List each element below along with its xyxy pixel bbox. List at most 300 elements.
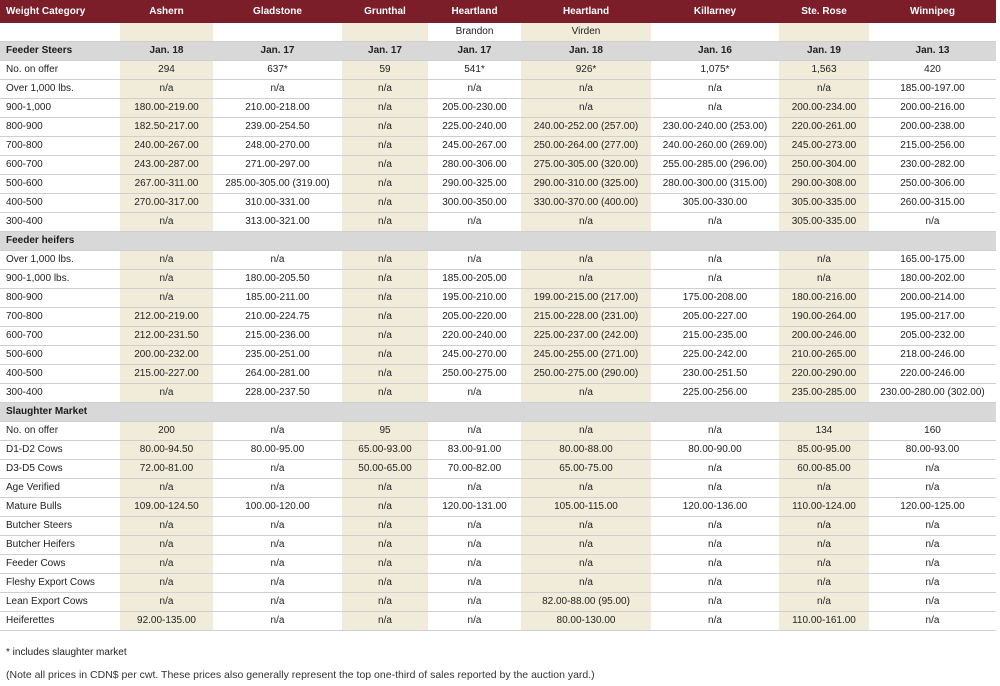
price-cell: 248.00-270.00 [213,137,342,156]
section-date [120,403,213,422]
table-row [0,555,996,574]
price-cell: n/a [342,251,428,270]
section-date [779,232,869,251]
price-cell: 290.00-308.00 [779,175,869,194]
price-cell: 205.00-230.00 [428,99,521,118]
row-label: 900-1,000 [0,99,120,118]
price-cell: 195.00-210.00 [428,289,521,308]
price-cell: 180.00-205.50 [213,270,342,289]
price-cell: n/a [779,517,869,536]
price-cell: 160 [869,422,996,441]
price-cell: 225.00-242.00 [651,346,779,365]
section-date [120,232,213,251]
price-cell: n/a [651,574,779,593]
price-cell: n/a [651,213,779,232]
price-cell: 200.00-232.00 [120,346,213,365]
sublocation-cell [651,23,779,42]
table-row [0,308,996,327]
price-cell: 215.00-256.00 [869,137,996,156]
footnote: * includes slaughter market [6,647,127,658]
price-cell: n/a [779,479,869,498]
table-row [0,422,996,441]
section-header-row [0,232,996,251]
section-date [521,232,651,251]
price-cell: n/a [869,213,996,232]
price-cell: 637* [213,61,342,80]
row-label: 500-600 [0,175,120,194]
price-cell: 280.00-300.00 (315.00) [651,175,779,194]
table-row [0,270,996,289]
price-cell: 230.00-282.00 [869,156,996,175]
price-cell: 200.00-246.00 [779,327,869,346]
sublocation-cell: Brandon [428,23,521,42]
price-cell: n/a [651,479,779,498]
price-cell: 260.00-315.00 [869,194,996,213]
price-cell: n/a [428,80,521,99]
price-cell: 60.00-85.00 [779,460,869,479]
price-cell: 80.00-95.00 [213,441,342,460]
price-cell: n/a [342,289,428,308]
price-cell: n/a [521,517,651,536]
price-cell: 210.00-224.75 [213,308,342,327]
row-label: 600-700 [0,156,120,175]
price-cell: n/a [342,479,428,498]
price-cell: n/a [869,536,996,555]
price-cell: n/a [651,517,779,536]
price-cell: 65.00-93.00 [342,441,428,460]
price-cell: n/a [342,156,428,175]
price-cell: n/a [869,593,996,612]
sublocation-cell [120,23,213,42]
price-cell: 182.50-217.00 [120,118,213,137]
price-cell: n/a [342,80,428,99]
sublocation-blank [0,23,120,42]
price-cell: 175.00-208.00 [651,289,779,308]
table-row [0,612,996,631]
header-weight-category: Weight Category [0,0,120,23]
section-header-row [0,42,996,61]
price-cell: n/a [521,384,651,403]
price-cell: 294 [120,61,213,80]
price-cell: 200 [120,422,213,441]
price-cell: n/a [120,555,213,574]
row-label: Over 1,000 lbs. [0,80,120,99]
row-label: 400-500 [0,365,120,384]
table-row [0,517,996,536]
price-cell: 92.00-135.00 [120,612,213,631]
header-col: Grunthal [342,0,428,23]
sublocation-cell [342,23,428,42]
header-col: Ste. Rose [779,0,869,23]
price-cell: 215.00-228.00 (231.00) [521,308,651,327]
price-cell: n/a [521,99,651,118]
section-title: Feeder heifers [0,232,120,251]
price-cell: n/a [120,289,213,308]
price-cell: 290.00-310.00 (325.00) [521,175,651,194]
table-body [0,42,996,631]
sublocation-row [0,23,996,42]
table-row [0,99,996,118]
price-cell: n/a [651,555,779,574]
price-cell: 220.00-246.00 [869,365,996,384]
price-cell: n/a [521,80,651,99]
price-cell: 80.00-130.00 [521,612,651,631]
price-cell: n/a [342,365,428,384]
price-cell: n/a [521,422,651,441]
price-cell: n/a [651,612,779,631]
header-col: Heartland [521,0,651,23]
price-cell: n/a [342,327,428,346]
price-cell: 120.00-125.00 [869,498,996,517]
row-label: 400-500 [0,194,120,213]
price-cell: n/a [428,555,521,574]
price-cell: 72.00-81.00 [120,460,213,479]
row-label: 700-800 [0,137,120,156]
row-label: 300-400 [0,384,120,403]
section-date [521,403,651,422]
price-cell: n/a [213,555,342,574]
price-cell: 105.00-115.00 [521,498,651,517]
table-row [0,175,996,194]
row-label: Butcher Heifers [0,536,120,555]
price-cell: 210.00-218.00 [213,99,342,118]
row-label: Heiferettes [0,612,120,631]
price-cell: n/a [869,555,996,574]
row-label: Fleshy Export Cows [0,574,120,593]
price-cell: n/a [342,346,428,365]
section-title: Slaughter Market [0,403,120,422]
price-cell: 200.00-214.00 [869,289,996,308]
row-label: 800-900 [0,289,120,308]
price-cell: 285.00-305.00 (319.00) [213,175,342,194]
price-cell: n/a [428,574,521,593]
price-cell: 205.00-220.00 [428,308,521,327]
price-cell: 1,563 [779,61,869,80]
price-cell: 80.00-94.50 [120,441,213,460]
price-cell: n/a [651,536,779,555]
price-cell: 185.00-205.00 [428,270,521,289]
price-cell: 80.00-88.00 [521,441,651,460]
table-row [0,593,996,612]
price-cell: n/a [342,612,428,631]
table-row [0,213,996,232]
header-col: Ashern [120,0,213,23]
price-cell: 83.00-91.00 [428,441,521,460]
price-cell: n/a [428,593,521,612]
price-cell: n/a [213,422,342,441]
table-row [0,536,996,555]
price-cell: 212.00-231.50 [120,327,213,346]
section-header-row [0,403,996,422]
section-date: Jan. 17 [213,42,342,61]
price-cell: 250.00-306.00 [869,175,996,194]
price-cell: n/a [779,593,869,612]
price-cell: 215.00-235.00 [651,327,779,346]
price-cell: n/a [120,536,213,555]
price-cell: 200.00-216.00 [869,99,996,118]
price-cell: n/a [342,175,428,194]
price-cell: 110.00-161.00 [779,612,869,631]
price-cell: n/a [342,118,428,137]
header-row [0,0,996,23]
price-cell: 205.00-232.00 [869,327,996,346]
price-cell: 80.00-90.00 [651,441,779,460]
header-col: Winnipeg [869,0,996,23]
row-label: D3-D5 Cows [0,460,120,479]
price-cell: 230.00-240.00 (253.00) [651,118,779,137]
table-row [0,574,996,593]
table-row [0,498,996,517]
price-cell: n/a [213,460,342,479]
price-cell: 230.00-280.00 (302.00) [869,384,996,403]
section-date: Jan. 17 [342,42,428,61]
price-cell: n/a [342,213,428,232]
price-cell: n/a [521,270,651,289]
section-date: Jan. 13 [869,42,996,61]
price-cell: n/a [428,213,521,232]
price-cell: n/a [213,612,342,631]
table-row [0,80,996,99]
section-date: Jan. 16 [651,42,779,61]
price-cell: n/a [120,479,213,498]
section-date [342,232,428,251]
price-cell: 245.00-255.00 (271.00) [521,346,651,365]
section-date [651,232,779,251]
price-cell: n/a [869,574,996,593]
price-cell: n/a [869,612,996,631]
price-cell: 230.00-251.50 [651,365,779,384]
price-cell: n/a [651,270,779,289]
price-cell: n/a [213,251,342,270]
price-cell: 313.00-321.00 [213,213,342,232]
price-cell: n/a [213,536,342,555]
price-cell: 225.00-237.00 (242.00) [521,327,651,346]
price-cell: 225.00-240.00 [428,118,521,137]
price-cell: 120.00-136.00 [651,498,779,517]
price-cell: n/a [342,536,428,555]
table-row [0,251,996,270]
table-row [0,194,996,213]
price-cell: 218.00-246.00 [869,346,996,365]
price-cell: 235.00-285.00 [779,384,869,403]
section-date [213,232,342,251]
price-cell: 109.00-124.50 [120,498,213,517]
row-label: 700-800 [0,308,120,327]
price-cell: 165.00-175.00 [869,251,996,270]
price-cell: n/a [779,251,869,270]
price-cell: n/a [120,80,213,99]
price-cell: 200.00-238.00 [869,118,996,137]
section-date [869,403,996,422]
row-label: Butcher Steers [0,517,120,536]
price-cell: 215.00-236.00 [213,327,342,346]
price-cell: n/a [651,251,779,270]
price-cell: 50.00-65.00 [342,460,428,479]
price-cell: n/a [342,593,428,612]
section-date: Jan. 17 [428,42,521,61]
price-cell: n/a [651,460,779,479]
header-col: Gladstone [213,0,342,23]
price-cell: n/a [120,251,213,270]
price-cell: 264.00-281.00 [213,365,342,384]
price-cell: 267.00-311.00 [120,175,213,194]
price-cell: 185.00-197.00 [869,80,996,99]
price-cell: n/a [120,574,213,593]
row-label: D1-D2 Cows [0,441,120,460]
price-cell: n/a [779,270,869,289]
price-cell: 190.00-264.00 [779,308,869,327]
price-cell: 270.00-317.00 [120,194,213,213]
sublocation-cell: Virden [521,23,651,42]
price-cell: 59 [342,61,428,80]
price-cell: 180.00-219.00 [120,99,213,118]
price-cell: 245.00-270.00 [428,346,521,365]
price-cell: n/a [779,536,869,555]
price-cell: n/a [521,479,651,498]
row-label: No. on offer [0,61,120,80]
price-cell: 300.00-350.00 [428,194,521,213]
price-cell: n/a [779,574,869,593]
price-cell: 195.00-217.00 [869,308,996,327]
price-cell: 220.00-290.00 [779,365,869,384]
price-cell: n/a [651,422,779,441]
price-cell: 305.00-335.00 [779,213,869,232]
row-label: 800-900 [0,118,120,137]
price-cell: n/a [213,574,342,593]
price-cell: 210.00-265.00 [779,346,869,365]
price-cell: 80.00-93.00 [869,441,996,460]
row-label: Mature Bulls [0,498,120,517]
price-cell: 275.00-305.00 (320.00) [521,156,651,175]
price-cell: 239.00-254.50 [213,118,342,137]
price-cell: n/a [342,555,428,574]
price-cell: 134 [779,422,869,441]
price-cell: 235.00-251.00 [213,346,342,365]
price-cell: 310.00-331.00 [213,194,342,213]
price-note: (Note all prices in CDN$ per cwt. These prices also generally represent the top one-third of sales reported by the auction yard.) [6,669,595,681]
price-cell: n/a [869,517,996,536]
table-row [0,327,996,346]
section-date [651,403,779,422]
price-cell: 215.00-227.00 [120,365,213,384]
price-cell: 82.00-88.00 (95.00) [521,593,651,612]
price-cell: 926* [521,61,651,80]
price-cell: n/a [342,498,428,517]
price-cell: n/a [869,479,996,498]
price-cell: 250.00-275.00 [428,365,521,384]
section-date [428,232,521,251]
price-cell: n/a [521,574,651,593]
price-cell: 85.00-95.00 [779,441,869,460]
price-cell: 240.00-252.00 (257.00) [521,118,651,137]
header-col: Heartland [428,0,521,23]
price-cell: n/a [342,517,428,536]
price-cell: n/a [428,536,521,555]
price-cell: 541* [428,61,521,80]
price-cell: n/a [428,384,521,403]
table-row [0,289,996,308]
table-row [0,460,996,479]
price-cell: 305.00-335.00 [779,194,869,213]
price-cell: n/a [428,251,521,270]
price-cell: 290.00-325.00 [428,175,521,194]
price-cell: n/a [521,213,651,232]
price-cell: 212.00-219.00 [120,308,213,327]
table-row [0,365,996,384]
price-cell: 70.00-82.00 [428,460,521,479]
price-cell: n/a [869,460,996,479]
price-cell: n/a [428,479,521,498]
section-title: Feeder Steers [0,42,120,61]
price-cell: n/a [342,194,428,213]
price-cell: 305.00-330.00 [651,194,779,213]
table-row [0,346,996,365]
row-label: Lean Export Cows [0,593,120,612]
price-cell: n/a [213,517,342,536]
section-date: Jan. 18 [120,42,213,61]
price-cell: 120.00-131.00 [428,498,521,517]
section-date [428,403,521,422]
table-row [0,118,996,137]
table-row [0,137,996,156]
sublocation-cell [869,23,996,42]
price-cell: n/a [521,251,651,270]
section-date [779,403,869,422]
row-label: Over 1,000 lbs. [0,251,120,270]
price-cell: 180.00-202.00 [869,270,996,289]
price-cell: 271.00-297.00 [213,156,342,175]
price-cell: 200.00-234.00 [779,99,869,118]
section-date [869,232,996,251]
price-cell: 225.00-256.00 [651,384,779,403]
price-cell: 65.00-75.00 [521,460,651,479]
table-row [0,156,996,175]
price-cell: n/a [342,308,428,327]
section-date: Jan. 19 [779,42,869,61]
section-date [213,403,342,422]
row-label: 900-1,000 lbs. [0,270,120,289]
row-label: 500-600 [0,346,120,365]
row-label: 300-400 [0,213,120,232]
price-cell: 250.00-264.00 (277.00) [521,137,651,156]
row-label: No. on offer [0,422,120,441]
price-cell: n/a [428,612,521,631]
price-cell: 220.00-261.00 [779,118,869,137]
price-cell: n/a [779,555,869,574]
price-cell: n/a [521,555,651,574]
price-cell: 240.00-267.00 [120,137,213,156]
price-cell: 250.00-304.00 [779,156,869,175]
price-cell: n/a [342,99,428,118]
price-cell: 205.00-227.00 [651,308,779,327]
price-cell: 95 [342,422,428,441]
header-col: Killarney [651,0,779,23]
sublocation-cell [779,23,869,42]
price-cell: n/a [120,270,213,289]
price-cell: 240.00-260.00 (269.00) [651,137,779,156]
price-cell: 250.00-275.00 (290.00) [521,365,651,384]
price-cell: n/a [342,270,428,289]
table-row [0,384,996,403]
price-cell: n/a [120,384,213,403]
table-row [0,61,996,80]
price-cell: 255.00-285.00 (296.00) [651,156,779,175]
price-cell: n/a [521,536,651,555]
price-cell: 199.00-215.00 (217.00) [521,289,651,308]
price-cell: 245.00-273.00 [779,137,869,156]
price-cell: n/a [651,593,779,612]
price-cell: 330.00-370.00 (400.00) [521,194,651,213]
